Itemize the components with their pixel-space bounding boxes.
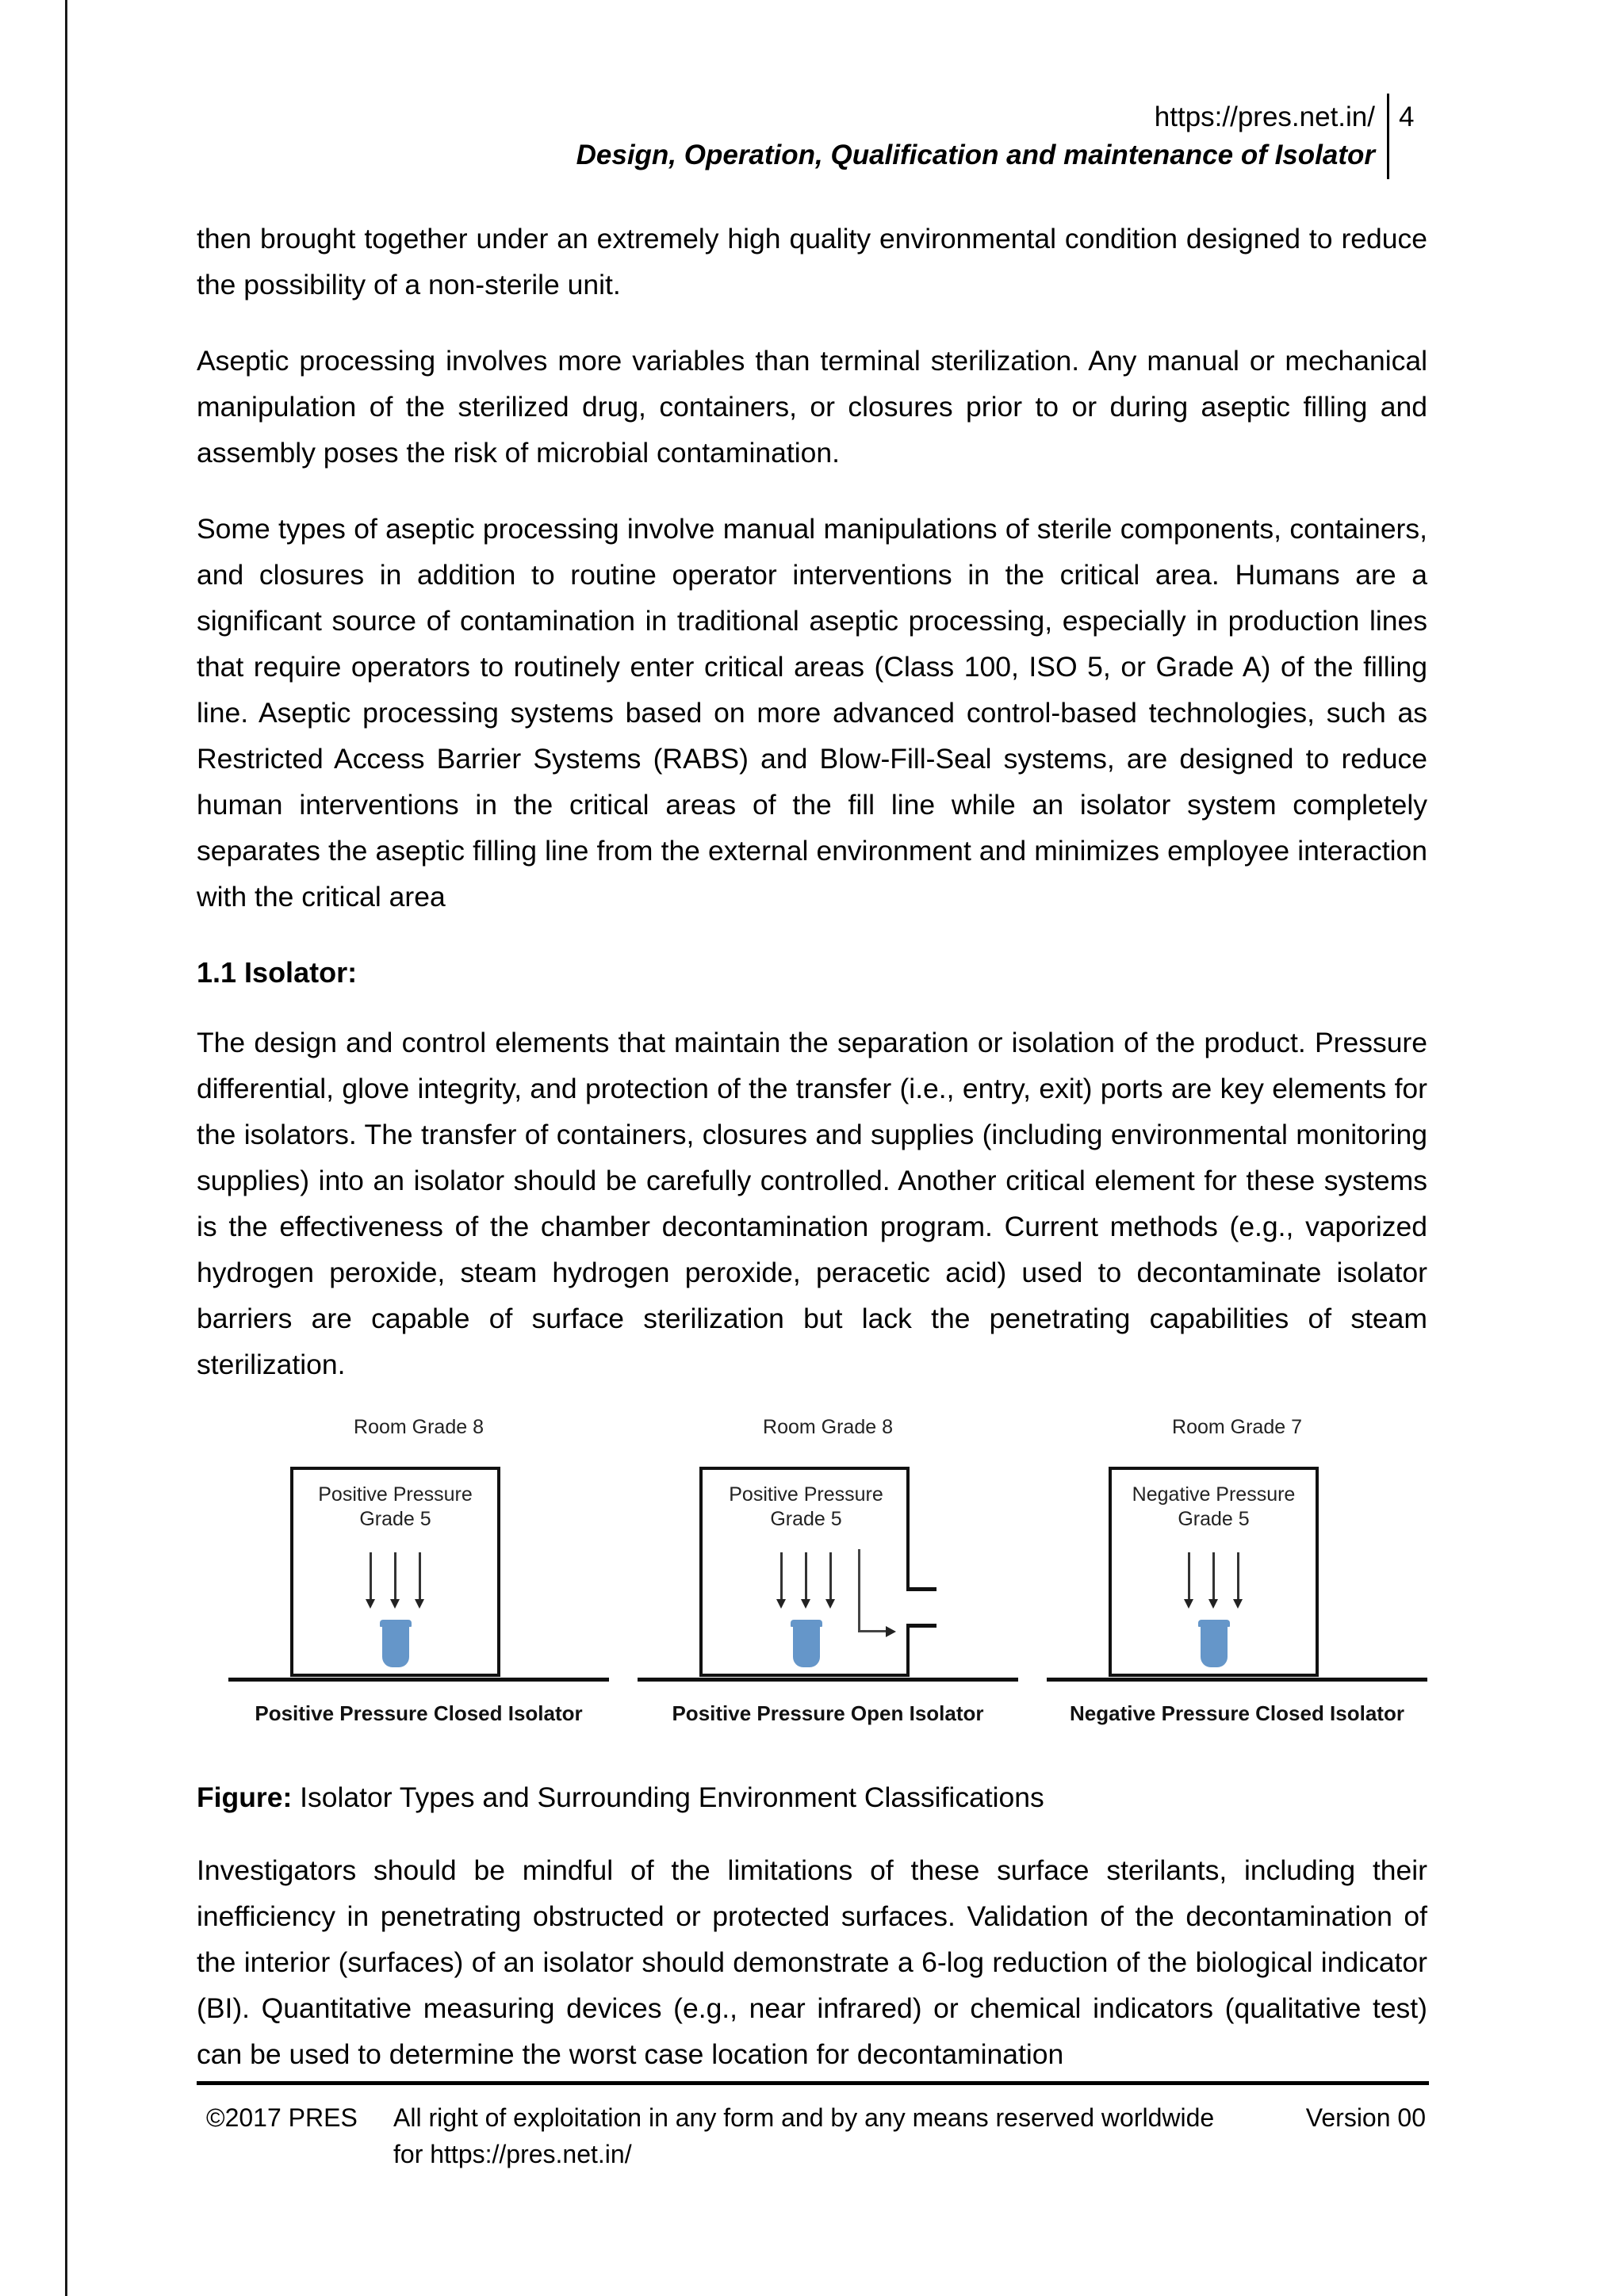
isolator-pressure-label [293, 1483, 497, 1532]
diagram-caption: Positive Pressure Open Isolator [672, 1701, 984, 1725]
footer-rights-text: All right of exploitation in any form and by any means reserved worldwide [393, 2103, 1215, 2132]
document-body [197, 216, 1427, 2077]
page-number: 4 [1399, 101, 1415, 132]
isolator-pressure-line1: Negative Pressure [1132, 1483, 1296, 1506]
floor-line [228, 1678, 609, 1682]
floor-line [1047, 1678, 1427, 1682]
vial-icon [791, 1620, 822, 1667]
room-grade-label: Room Grade 8 [763, 1416, 893, 1438]
isolator-enclosure [1109, 1467, 1319, 1677]
airflow-arrows-icon [366, 1552, 425, 1609]
airflow-arrows-icon [777, 1552, 836, 1609]
footer-divider [197, 2081, 1429, 2085]
footer-copyright: ©2017 PRES [206, 2103, 358, 2132]
isolator-enclosure [290, 1467, 500, 1677]
diagram-positive-pressure-open [630, 1411, 1026, 1752]
airflow-arrows-icon [1185, 1552, 1243, 1609]
isolator-pressure-label [1112, 1483, 1316, 1532]
isolator-pressure-line1: Positive Pressure [729, 1483, 883, 1506]
isolator-figure [197, 1411, 1427, 1752]
diagram-caption: Negative Pressure Closed Isolator [1070, 1701, 1404, 1725]
page-footer [197, 2099, 1429, 2168]
paragraph-1: then brought together under an extremely high quality environmental condition designed to reduce the possibility of a non-sterile unit. [197, 223, 1427, 300]
figure-caption-label: Figure: [197, 1781, 293, 1813]
paragraph-4: The design and control elements that maintain the separation or isolation of the product. Pressure differential, glove integrity, and protection of the transfer (i.e., entry, exit) ports are key elements for the isolators. The transfer of containers, closures and supplies (including environmental monitoring supplies) into an isolator should be carefully controlled. Another critical element for these systems is the effectiveness of the chamber decontamination program. Current methods (e.g., vaporized hydrogen peroxide, steam hydrogen peroxide, peracetic acid) used to decontaminate isolator barriers are capable of surface sterilization but lack the penetrating capabilities of steam sterilization. [197, 1027, 1427, 1380]
paragraph-2: Aseptic processing involves more variables than terminal sterilization. Any manual or mechanical manipulation of the sterilized drug, containers, or closures prior to or during aseptic filling and assembly poses the risk of microbial contamination. [197, 345, 1427, 469]
isolator-grade-line2: Grade 5 [770, 1508, 842, 1530]
page-binding-rule [65, 0, 67, 2296]
figure-caption [197, 1774, 1427, 1820]
footer-for-url: for https://pres.net.in/ [393, 2140, 632, 2168]
vial-icon [380, 1620, 412, 1667]
diagram-positive-pressure-closed [220, 1411, 617, 1752]
footer-row-1 [197, 2099, 1429, 2136]
floor-line [638, 1678, 1018, 1682]
section-heading-1-1: 1.1 Isolator: [197, 956, 358, 989]
room-grade-label: Room Grade 7 [1172, 1416, 1302, 1438]
footer-version: Version 00 [1305, 2103, 1426, 2132]
isolator-pressure-line1: Positive Pressure [318, 1483, 473, 1506]
room-grade-label: Room Grade 8 [354, 1416, 484, 1438]
isolator-grade-line2: Grade 5 [359, 1508, 431, 1530]
figure-caption-text: Isolator Types and Surrounding Environment Classifications [292, 1781, 1044, 1813]
isolator-pressure-label [703, 1483, 910, 1532]
diagram-negative-pressure-closed [1039, 1411, 1435, 1752]
header-url: https://pres.net.in/ [1154, 101, 1375, 132]
opening-stub-lower [906, 1624, 936, 1628]
vial-icon [1198, 1620, 1230, 1667]
header-divider [1387, 94, 1389, 179]
opening-stub-upper [906, 1587, 936, 1591]
paragraph-5: Investigators should be mindful of the limitations of these surface sterilants, including their inefficiency in penetrating obstructed or protected surfaces. Validation of the decontamination of the interior (surfaces) of an isolator should demonstrate a 6-log reduction of the biological indicator (BI). Quantitative measuring devices (e.g., near infrared) or chemical indicators (qualitative test) can be used to determine the worst case location for decontamination [197, 1854, 1427, 2070]
diagram-caption: Positive Pressure Closed Isolator [255, 1701, 583, 1725]
isolator-grade-line2: Grade 5 [1178, 1508, 1250, 1530]
paragraph-3: Some types of aseptic processing involve manual manipulations of sterile components, containers, and closures in addition to routine operator interventions in the critical area. Humans are a significant source of contamination in traditional aseptic processing, especially in production lines that require operators to routinely enter critical areas (Class 100, ISO 5, or Grade A) of the filling line. Aseptic processing systems based on more advanced control-based technologies, such as Restricted Access Barrier Systems (RABS) and Blow-Fill-Seal systems, are designed to reduce human interventions in the critical areas of the fill line while an isolator system completely separates the aseptic filling line from the external environment and minimizes employee interaction with the critical area [197, 513, 1427, 913]
air-exit-arrow-icon [858, 1549, 907, 1636]
header-title: Design, Operation, Qualification and maintenance of Isolator [576, 140, 1375, 170]
page-header [197, 86, 1427, 189]
